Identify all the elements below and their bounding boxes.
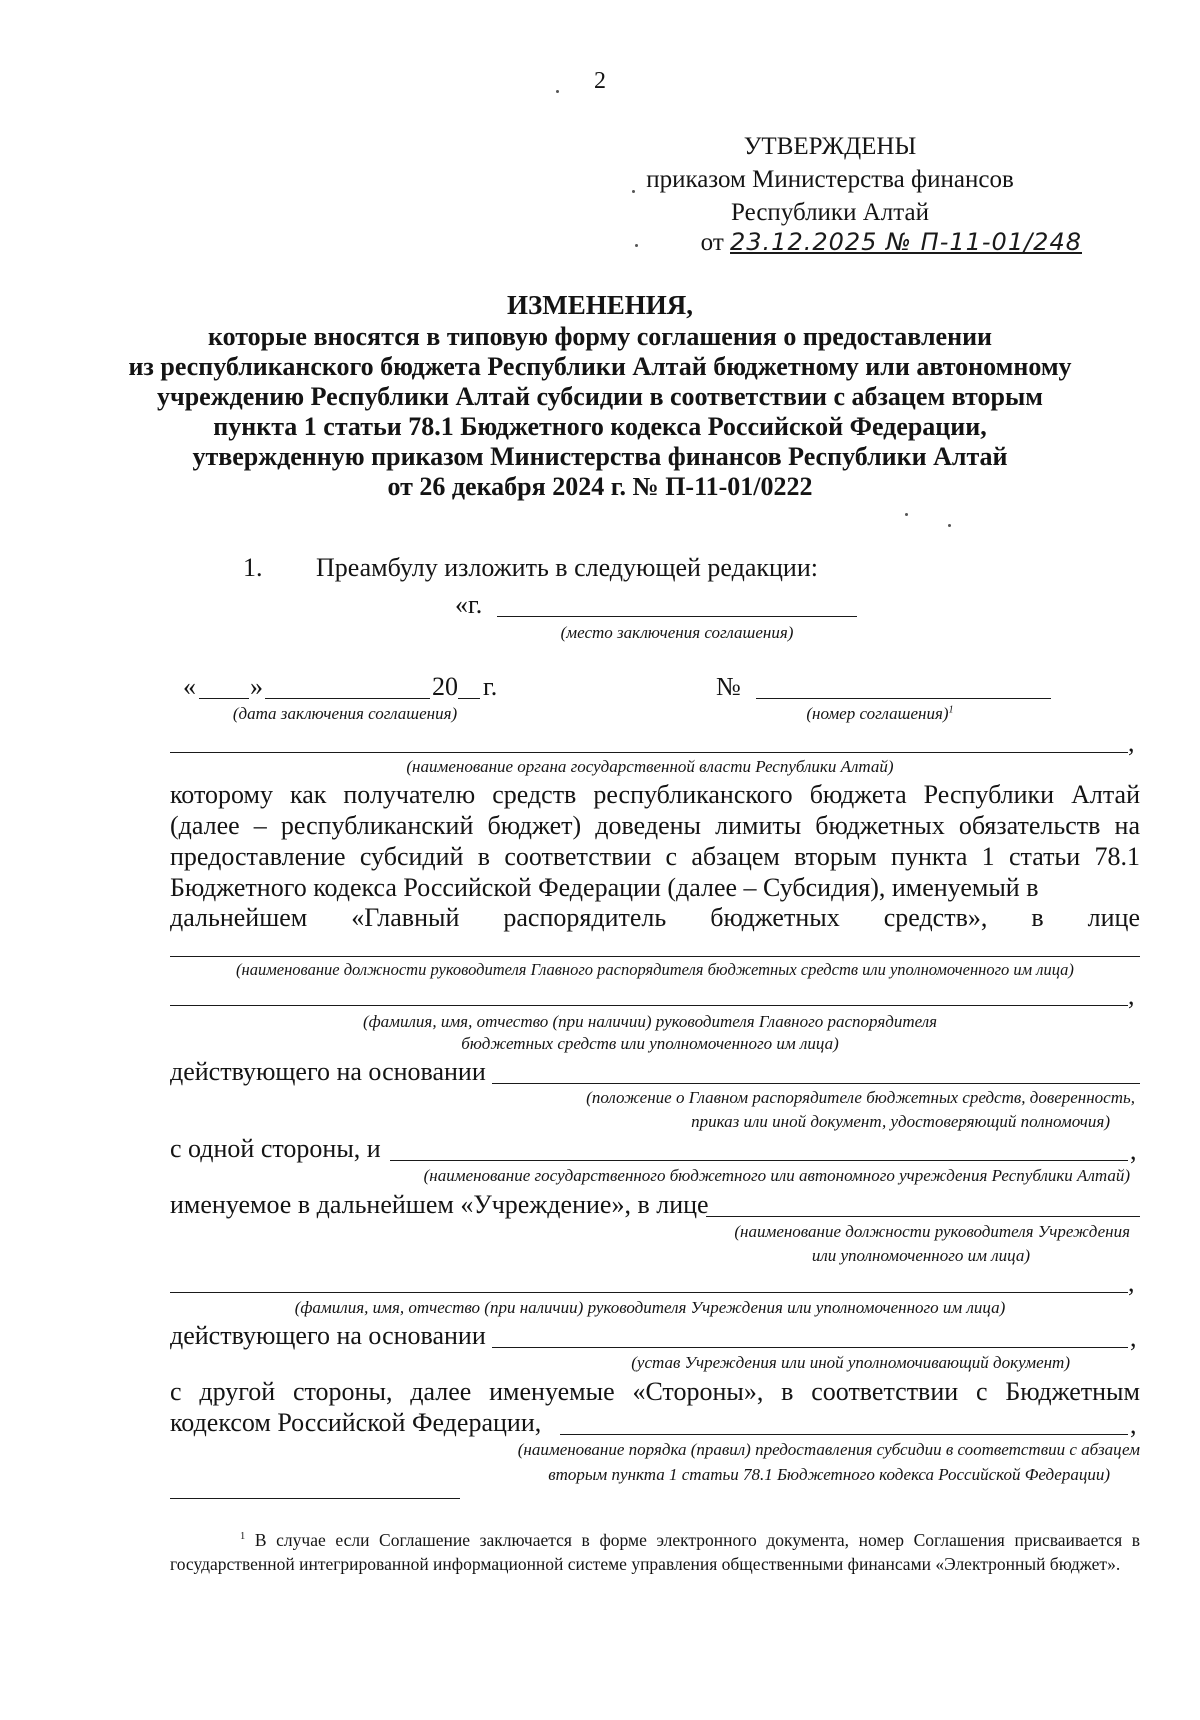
document-title	[60, 290, 1140, 502]
footnote-marker: 1	[240, 1531, 246, 1542]
title-line: которые вносятся в типовую форму соглашения о предоставлении	[207, 322, 993, 351]
number-blank-line	[756, 698, 1051, 699]
acting-basis-2-blank-line	[492, 1347, 1128, 1348]
institution-head-caption-1: (наименование должности руководителя Учреждения	[734, 1222, 1130, 1241]
title-line: от 26 декабря 2024 г. № П-11-01/0222	[387, 472, 813, 501]
main-paragraph-last-line	[170, 903, 1140, 933]
scan-speck	[556, 90, 559, 93]
organ-blank-line	[170, 752, 1128, 753]
footnote-ref: 1	[948, 704, 954, 716]
word: Бюджетным	[1005, 1377, 1140, 1406]
footnote	[170, 1525, 1140, 1576]
item-1-text: Преамбулу изложить в следующей редакции:	[316, 553, 818, 582]
title-line: учреждению Республики Алтай субсидии в соответствии с абзацем вторым	[157, 382, 1043, 411]
word: распорядитель	[503, 903, 667, 932]
organ-comma: ,	[1128, 728, 1135, 757]
number-sign: №	[716, 672, 741, 701]
word: «Стороны»,	[632, 1377, 764, 1406]
institution-head-blank-line	[706, 1216, 1140, 1217]
item-1	[243, 553, 818, 583]
approval-order-line: приказом Министерства финансов	[646, 166, 1014, 193]
word: дальнейшем	[170, 903, 308, 932]
head-name-caption-2: бюджетных средств или уполномоченного им лица)	[461, 1034, 839, 1053]
organ-caption: (наименование органа государственной власти Республики Алтай)	[406, 757, 894, 776]
budget-code-label: кодексом Российской Федерации,	[170, 1408, 542, 1437]
word: именуемые	[489, 1377, 615, 1406]
approval-republic-line: Республики Алтай	[731, 199, 929, 226]
date-close-quote: »	[250, 672, 263, 701]
acting-basis-2-label: действующего на основании	[170, 1321, 486, 1350]
page-number: 2	[594, 68, 606, 94]
acting-basis-1-caption-1: (положение о Главном распорядителе бюджетных средств, доверенность,	[586, 1088, 1135, 1107]
acting-basis-1-label: действующего на основании	[170, 1057, 486, 1086]
procedure-caption-1: (наименование порядка (правил) предоставления субсидии в соответствии с абзацем	[517, 1440, 1140, 1459]
date-open-quote: «	[183, 672, 196, 701]
title-line: пункта 1 статьи 78.1 Бюджетного кодекса Российской Федерации,	[213, 412, 987, 441]
budget-code-comma: ,	[1130, 1410, 1137, 1439]
word: соответствии	[811, 1377, 959, 1406]
item-1-number: 1.	[243, 553, 263, 582]
date-year-blank	[458, 698, 480, 699]
title-line: из республиканского бюджета Республики Алтай бюджетному или автономному	[128, 352, 1072, 381]
one-side-comma: ,	[1130, 1136, 1137, 1165]
institution-caption: (наименование государственного бюджетного или автономного учреждения Республики Алтай)	[423, 1166, 1130, 1185]
institution-name-caption: (фамилия, имя, отчество (при наличии) руководителя Учреждения или уполномоченного им лица)	[294, 1298, 1006, 1317]
word: в	[781, 1377, 794, 1406]
date-year-suffix: г.	[483, 672, 498, 701]
main-paragraph: которому как получателю средств республиканского бюджета Республики Алтай (далее – республиканский бюджет) доведены лимиты бюджетных обязательств на предоставление субсидий в соответствии с абзацем вторым пункта 1 статьи 78.1 Бюджетного кодекса Российской Федерации (далее – Субсидия), именуемый в	[170, 780, 1140, 902]
word: бюджетных	[710, 903, 840, 932]
one-side-label: с одной стороны, и	[170, 1134, 381, 1163]
date-caption: (дата заключения соглашения)	[232, 704, 458, 723]
acting-basis-2-comma: ,	[1130, 1323, 1137, 1352]
footnote-separator	[170, 1498, 460, 1499]
date-month-blank	[265, 698, 430, 699]
word: с	[975, 1377, 988, 1406]
institution-name-blank-line	[170, 1292, 1128, 1293]
other-side-line	[170, 1377, 1140, 1407]
word: лице	[1087, 903, 1140, 932]
number-caption: (номер соглашения)$^1$	[806, 704, 954, 723]
word: средств»,	[883, 903, 988, 932]
city-prefix: «г.	[455, 590, 483, 619]
acting-basis-2-caption: (устав Учреждения или иной уполномочивающий документ)	[631, 1353, 1070, 1372]
word: далее	[410, 1377, 472, 1406]
scan-speck	[905, 513, 908, 516]
head-position-caption: (наименование должности руководителя Главного распорядителя бюджетных средств или уполномоченного им лица)	[236, 960, 1074, 979]
institution-named-label: именуемое в дальнейшем «Учреждение», в лице	[170, 1190, 709, 1219]
footnote-text: В случае если Соглашение заключается в форме электронного документа, номер Соглашения присваивается в государственной интегрированной информационной системе управления общественными финансами «Электронный бюджет».	[170, 1529, 1141, 1574]
institution-blank-line	[390, 1160, 1128, 1161]
acting-basis-1-caption-2: приказ или иной документ, удостоверяющий полномочия)	[691, 1112, 1110, 1131]
scan-speck	[948, 524, 951, 527]
word: стороны,	[293, 1377, 393, 1406]
procedure-caption-2: вторым пункта 1 статьи 78.1 Бюджетного кодекса Российской Федерации)	[548, 1465, 1110, 1484]
head-position-blank-line	[170, 956, 1140, 957]
word: с	[170, 1377, 182, 1406]
scan-speck	[635, 244, 638, 247]
approval-stamp-title: УТВЕРЖДЕНЫ	[743, 133, 917, 160]
city-caption: (место заключения соглашения)	[560, 623, 794, 642]
approval-date-line	[701, 228, 1082, 257]
word: другой	[199, 1377, 276, 1406]
title-heading: ИЗМЕНЕНИЯ,	[506, 290, 693, 320]
institution-name-comma: ,	[1128, 1268, 1135, 1297]
head-name-caption-1: (фамилия, имя, отчество (при наличии) руководителя Главного распорядителя	[362, 1012, 938, 1031]
head-name-blank-line	[170, 1005, 1128, 1006]
approval-date-prefix: от	[700, 229, 724, 256]
institution-head-caption-2: или уполномоченного им лица)	[811, 1246, 1030, 1265]
head-name-comma: ,	[1128, 981, 1135, 1010]
word: «Главный	[351, 903, 460, 932]
date-year-prefix: 20	[432, 672, 458, 701]
date-day-blank	[199, 698, 249, 699]
city-blank-line	[497, 616, 857, 617]
approval-handwritten-date: 23.12.2025 № П-11-01/248	[730, 228, 1082, 256]
acting-basis-1-blank-line	[492, 1083, 1140, 1084]
procedure-blank-line	[560, 1434, 1128, 1435]
approval-block	[600, 130, 1060, 229]
word: в	[1031, 903, 1044, 932]
title-line: утвержденную приказом Министерства финансов Республики Алтай	[192, 442, 1008, 471]
